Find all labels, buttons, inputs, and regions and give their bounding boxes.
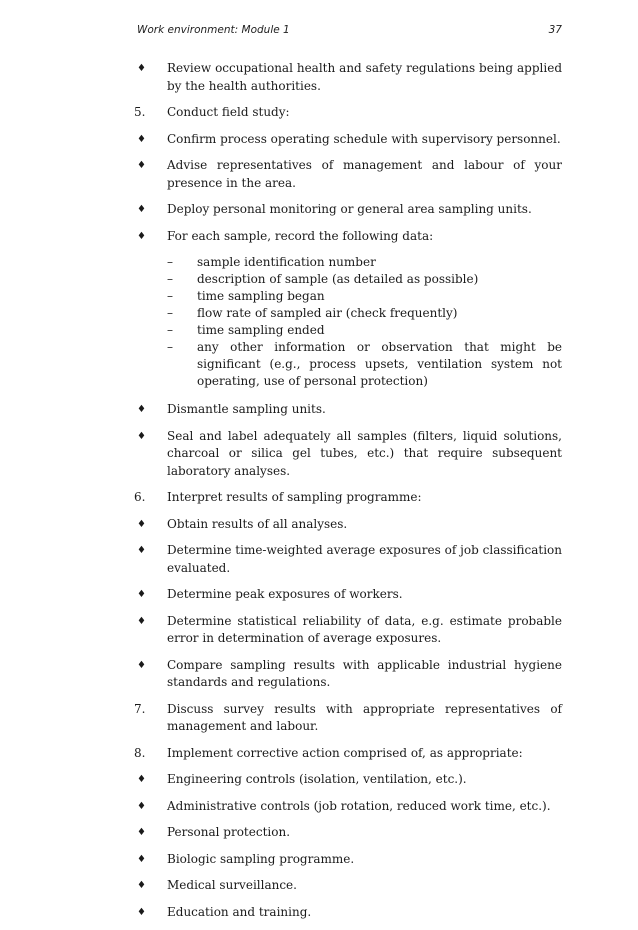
item-text: Determine peak exposures of workers. (167, 587, 403, 601)
diamond-bullet-icon: ♦ (137, 160, 146, 171)
item-text: Interpret results of sampling programme: (167, 490, 422, 504)
diamond-bullet-icon: ♦ (137, 589, 146, 600)
sub-item-text: any other information or observation that might be significant (e.g., process upsets, ventilation system not operating, use of personal protection) (197, 340, 562, 388)
numbered-step (0, 745, 638, 763)
diamond-bullet-icon: ♦ (137, 615, 146, 627)
item-text: Compare sampling results with applicable industrial hygiene standards and regulations. (167, 657, 562, 689)
step-number: 7. (134, 701, 146, 716)
diamond-bullet-icon: ♦ (137, 518, 146, 530)
diamond-bullet-icon: ♦ (137, 404, 146, 415)
bullet-item (0, 824, 638, 842)
diamond-bullet-icon: ♦ (137, 800, 146, 812)
numbered-step (0, 104, 638, 122)
dash-marker: – (167, 289, 173, 303)
bullet-item (0, 401, 638, 419)
diamond-bullet-icon: ♦ (137, 63, 146, 74)
bullet-item (0, 904, 638, 922)
item-text: Administrative controls (job rotation, reduced work time, etc.). (167, 798, 551, 813)
steps-list-b (0, 401, 638, 921)
item-text: Personal protection. (167, 825, 291, 839)
item-text: Determine statistical reliability of data, e.g. estimate probable error in determination of average exposures. (167, 613, 562, 645)
step-number: 6. (134, 490, 146, 504)
sub-item (0, 322, 638, 339)
sub-item (0, 271, 638, 288)
bullet-item (0, 157, 638, 192)
diamond-bullet-icon: ♦ (137, 880, 146, 891)
diamond-bullet-icon: ♦ (137, 906, 146, 918)
bullet-item (0, 586, 638, 604)
sub-item-text: sample identification number (197, 255, 376, 269)
bullet-item (0, 428, 638, 481)
diamond-bullet-icon: ♦ (137, 545, 146, 556)
bullet-item (0, 851, 638, 869)
dash-marker: – (167, 323, 173, 337)
item-text: Dismantle sampling units. (167, 402, 326, 416)
bullet-item (0, 542, 638, 577)
item-text: For each sample, record the following data: (167, 228, 434, 243)
bullet-item (0, 613, 638, 648)
diamond-bullet-icon: ♦ (137, 204, 146, 215)
running-title: Work environment: Module 1 (137, 24, 290, 36)
diamond-bullet-icon: ♦ (137, 430, 146, 442)
sub-item (0, 254, 638, 271)
dash-marker: – (167, 255, 173, 269)
sub-item (0, 339, 638, 390)
bullet-item (0, 228, 638, 246)
step-number: 8. (134, 745, 146, 760)
item-text: Obtain results of all analyses. (167, 516, 348, 531)
item-text: Confirm process operating schedule with supervisory personnel. (167, 131, 561, 146)
bullet-item (0, 657, 638, 692)
page-header (137, 24, 562, 36)
sub-item (0, 305, 638, 322)
bullet-item (0, 516, 638, 534)
step-number: 5. (134, 105, 146, 119)
item-text: Biologic sampling programme. (167, 851, 355, 866)
item-text: Advise representatives of management and labour of your presence in the area. (167, 158, 562, 190)
steps-list-a (0, 60, 638, 245)
diamond-bullet-icon: ♦ (137, 774, 146, 785)
numbered-step (0, 701, 638, 736)
sample-data-sublist (0, 254, 638, 390)
dash-marker: – (167, 272, 173, 286)
bullet-item (0, 60, 638, 95)
item-text: Discuss survey results with appropriate representatives of management and labour. (167, 701, 562, 733)
diamond-bullet-icon: ♦ (137, 853, 146, 865)
bullet-item (0, 877, 638, 895)
diamond-bullet-icon: ♦ (137, 659, 146, 671)
numbered-step (0, 489, 638, 507)
item-text: Education and training. (167, 904, 312, 919)
item-text: Implement corrective action comprised of, as appropriate: (167, 745, 523, 760)
page-content (0, 60, 638, 930)
bullet-item (0, 131, 638, 149)
item-text: Determine time-weighted average exposures of job classification evaluated. (167, 543, 562, 575)
bullet-item (0, 798, 638, 816)
sub-item-text: description of sample (as detailed as possible) (197, 272, 479, 286)
bullet-item (0, 201, 638, 219)
sub-item-text: time sampling ended (197, 323, 325, 337)
sub-item-text: flow rate of sampled air (check frequently) (197, 306, 458, 320)
item-text: Engineering controls (isolation, ventilation, etc.). (167, 772, 467, 786)
dash-marker: – (167, 306, 173, 320)
sub-item-text: time sampling began (197, 289, 325, 303)
item-text: Seal and label adequately all samples (filters, liquid solutions, charcoal or silica gel tubes, etc.) that require subsequent laboratory analyses. (167, 428, 562, 478)
page-number: 37 (548, 24, 562, 36)
sub-item (0, 288, 638, 305)
diamond-bullet-icon: ♦ (137, 230, 146, 242)
bullet-item (0, 771, 638, 789)
item-text: Medical surveillance. (167, 878, 297, 892)
item-text: Review occupational health and safety regulations being applied by the health authorities. (167, 61, 562, 93)
diamond-bullet-icon: ♦ (137, 133, 146, 145)
item-text: Conduct field study: (167, 105, 290, 119)
dash-marker: – (167, 340, 173, 354)
diamond-bullet-icon: ♦ (137, 827, 146, 838)
item-text: Deploy personal monitoring or general area sampling units. (167, 202, 532, 216)
